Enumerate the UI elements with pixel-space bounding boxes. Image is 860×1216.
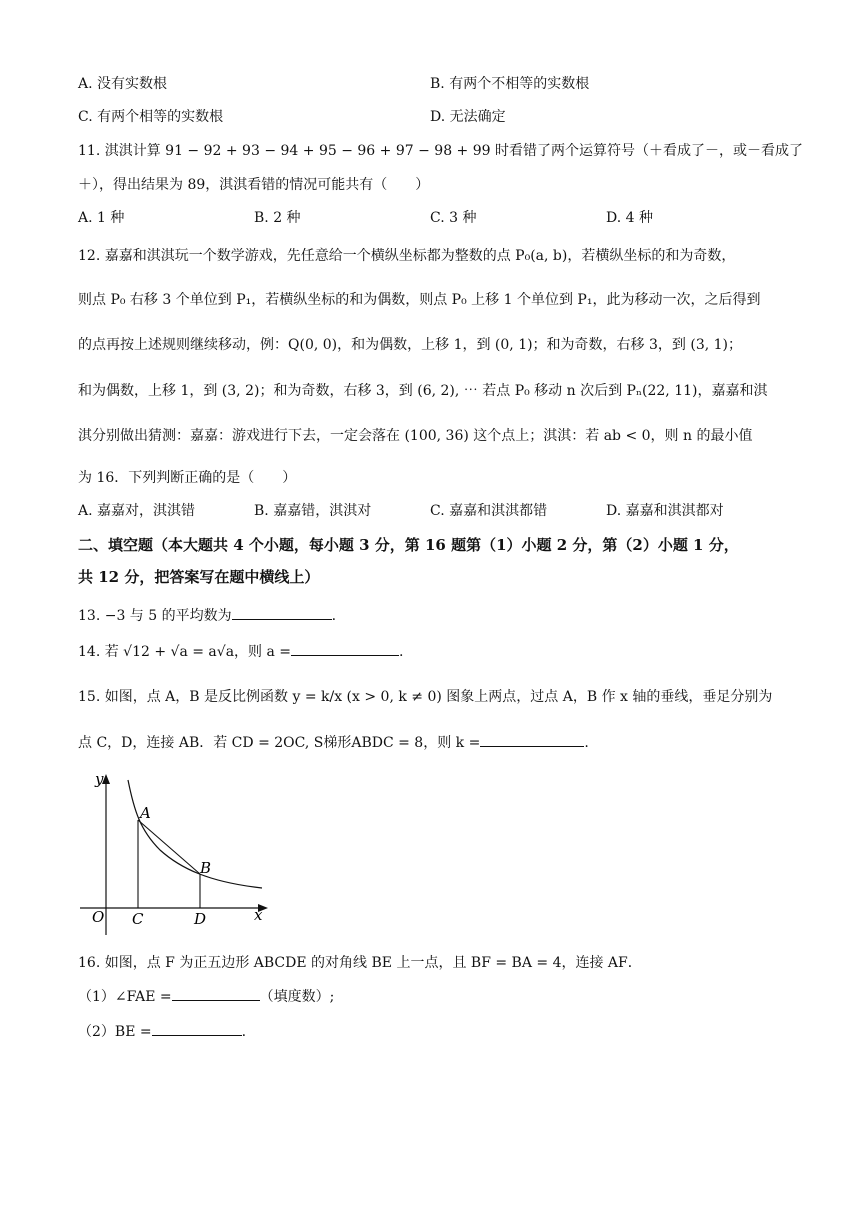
label-x: x — [254, 906, 263, 924]
section-heading-line-2: 共 12 分，把答案写在题中横线上） — [78, 568, 320, 586]
segment-ab — [138, 820, 200, 874]
q16-part-1-text: （1）∠FAE = — [78, 989, 172, 1005]
q14-period: . — [399, 644, 404, 660]
q14-text: 14. 若 √12 + √a = a√a，则 a = — [78, 644, 292, 660]
q16-part-2 — [78, 1021, 246, 1042]
q11-option-d: D. 4 种 — [606, 210, 653, 226]
section-heading-line-1: 二、填空题（本大题共 4 个小题，每小题 3 分，第 16 题第（1）小题 2 分，第（2）小题 1 分， — [78, 536, 739, 554]
q16-part-2-period: . — [241, 1024, 247, 1040]
q15-line-1: 15. 如图，点 A，B 是反比例函数 y = k/x (x > 0, k ≠ 0) 图象上两点，过点 A，B 作 x 轴的垂线，垂足分别为 — [78, 689, 773, 705]
q12-line-5: 淇分别做出猜测：嘉嘉：游戏进行下去，一定会落在 (100, 36) 这个点上；淇淇：若 ab < 0，则 n 的最小值 — [78, 428, 753, 444]
q12-line-4: 和为偶数，上移 1，到 (3, 2)；和为奇数，右移 3，到 (6, 2), ⋯ 若点 P₀ 移动 n 次后到 Pₙ(22, 11)，嘉嘉和淇 — [78, 383, 768, 399]
q12-line-6: 为 16．下列判断正确的是（ ） — [78, 470, 297, 486]
label-y: y — [95, 770, 104, 788]
label-o: O — [92, 908, 105, 926]
q14-answer-blank[interactable] — [291, 641, 399, 656]
q13-text: 13. −3 与 5 的平均数为 — [78, 608, 232, 624]
q16-part-2-text: （2）BE = — [78, 1024, 152, 1040]
q12-option-a: A. 嘉嘉对，淇淇错 — [78, 503, 196, 519]
q16-part-1 — [78, 986, 334, 1007]
q15-figure — [76, 770, 276, 940]
q16-part-1-note: （填度数）; — [259, 989, 335, 1005]
q11-option-b: B. 2 种 — [254, 210, 301, 226]
q16-line-1: 16. 如图，点 F 为正五边形 ABCDE 的对角线 BE 上一点，且 BF = BA = 4，连接 AF． — [78, 955, 642, 971]
hyperbola-curve — [128, 780, 262, 888]
q12-line-2: 则点 P₀ 右移 3 个单位到 P₁，若横纵坐标的和为偶数，则点 P₀ 上移 1 个单位到 P₁，此为移动一次，之后得到 — [78, 292, 761, 308]
q12-line-3: 的点再按上述规则继续移动，例：Q(0, 0)，和为偶数，上移 1，到 (0, 1)；和为奇数，右移 3，到 (3, 1)； — [78, 337, 743, 353]
q12-option-b: B. 嘉嘉错，淇淇对 — [254, 503, 372, 519]
q10-option-a: A. 没有实数根 — [78, 76, 168, 92]
q13-line — [78, 605, 336, 626]
q14-line — [78, 641, 403, 662]
q11-option-a: A. 1 种 — [78, 210, 125, 226]
label-a: A — [140, 804, 151, 822]
q12-option-d: D. 嘉嘉和淇淇都对 — [606, 503, 724, 519]
q16-part-1-answer-blank[interactable] — [172, 986, 260, 1001]
q10-option-c: C. 有两个相等的实数根 — [78, 109, 224, 125]
q11-option-c: C. 3 种 — [430, 210, 477, 226]
q11-line-1: 11. 淇淇计算 91 − 92 + 93 − 94 + 95 − 96 + 97 − 98 + 99 时看错了两个运算符号（＋看成了－，或－看成了 — [78, 143, 803, 159]
q12-option-c: C. 嘉嘉和淇淇都错 — [430, 503, 548, 519]
q13-answer-blank[interactable] — [232, 605, 332, 620]
q10-option-b: B. 有两个不相等的实数根 — [430, 76, 590, 92]
q15-text: 点 C，D，连接 AB．若 CD = 2OC, S梯形ABDC = 8，则 k = — [78, 735, 481, 751]
q15-period: . — [584, 735, 589, 751]
q13-period: . — [331, 608, 337, 624]
q12-line-1: 12. 嘉嘉和淇淇玩一个数学游戏，先任意给一个横纵坐标都为整数的点 P₀(a, b)，若横纵坐标的和为奇数， — [78, 248, 736, 264]
q15-answer-blank[interactable] — [480, 732, 584, 747]
q16-part-2-answer-blank[interactable] — [152, 1021, 242, 1036]
q11-line-2: ＋），得出结果为 89，淇淇看错的情况可能共有（ ） — [78, 177, 430, 193]
label-b: B — [200, 859, 212, 877]
q15-line-2 — [78, 732, 589, 753]
q10-option-d: D. 无法确定 — [430, 109, 506, 125]
label-d: D — [194, 910, 207, 928]
label-c: C — [132, 910, 144, 928]
